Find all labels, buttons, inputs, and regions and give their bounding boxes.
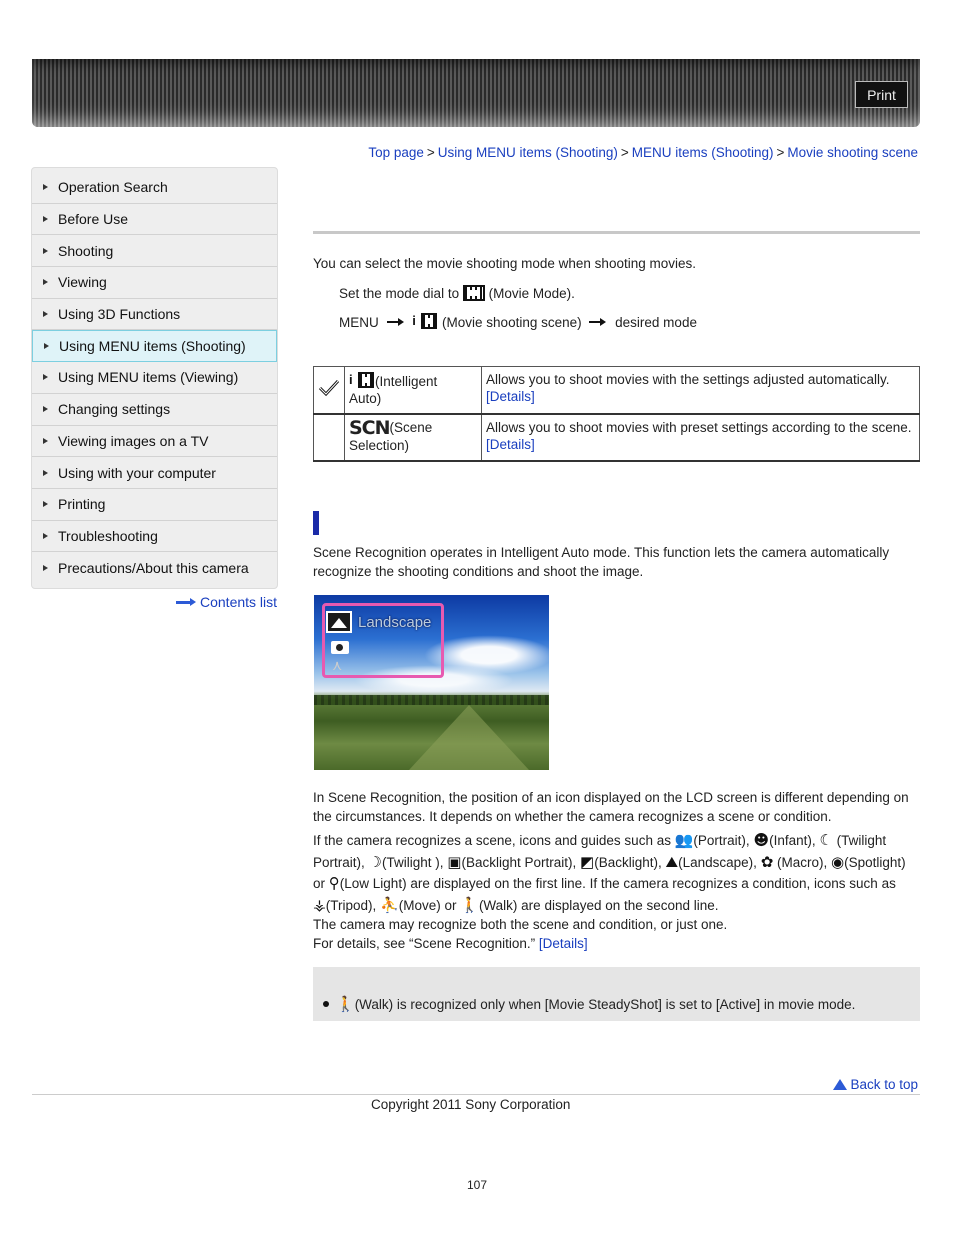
para-text: (Landscape), xyxy=(678,854,757,870)
page-number: 107 xyxy=(467,1178,488,1192)
arrow-right-icon xyxy=(589,318,607,326)
print-button[interactable]: Print xyxy=(855,81,908,108)
backlight-icon: ◩ xyxy=(580,852,595,871)
sidebar-item-menu-viewing[interactable] xyxy=(32,362,277,394)
arrow-right-icon xyxy=(176,598,196,606)
walk-icon: 🚶 xyxy=(460,895,479,914)
sidebar-item-precautions[interactable] xyxy=(32,552,277,584)
sidebar-item-viewing[interactable] xyxy=(32,267,277,299)
intelligent-auto-movie-icon: i xyxy=(349,371,375,389)
arrow-right-icon xyxy=(43,184,48,190)
breadcrumb-top-page[interactable]: Top page xyxy=(368,145,424,160)
checkmark-icon xyxy=(318,379,340,397)
note-item xyxy=(323,995,855,1013)
intro-text: You can select the movie shooting mode when shooting movies. xyxy=(313,256,696,271)
arrow-right-icon xyxy=(44,343,49,349)
para-text: (Low Light) are displayed on the first line. If the camera recognizes a condition, icons such as xyxy=(339,876,896,891)
breadcrumb-separator: > xyxy=(776,145,785,160)
para-text: (Twilight ), xyxy=(381,854,444,870)
mode-name: Selection) xyxy=(349,437,410,453)
infant-icon: ☻ xyxy=(753,831,770,849)
arrow-right-icon xyxy=(43,216,48,222)
scene-selection-icon: SCN xyxy=(349,416,390,439)
arrow-right-icon xyxy=(43,406,48,412)
details-link[interactable]: [Details] xyxy=(486,436,535,452)
note-box xyxy=(313,967,920,1021)
sidebar-item-operation-search[interactable] xyxy=(32,172,277,204)
sidebar-item-label: Using MENU items (Viewing) xyxy=(58,369,239,386)
mode-name: (Scene xyxy=(389,419,433,435)
backlight-portrait-icon: ▣ xyxy=(447,852,462,871)
breadcrumb-separator: > xyxy=(620,145,629,160)
walk-icon: 🚶 xyxy=(336,995,355,1013)
scene-recognition-para2 xyxy=(313,830,920,916)
arrow-right-icon xyxy=(43,248,48,254)
low-light-icon: ⚲ xyxy=(328,874,340,892)
scene-recognition-para1: In Scene Recognition, the position of an icon displayed on the LCD screen is different depending on the circumstances. It depends on whether the camera recognizes a scene or condition. xyxy=(313,790,909,824)
scene-recognition-image xyxy=(314,595,549,770)
section-marker xyxy=(313,511,319,535)
header-banner xyxy=(32,59,920,127)
desired-mode-label: desired mode xyxy=(615,315,697,330)
para-text: (Backlight Portrait), xyxy=(461,854,577,870)
copyright: Copyright 2011 Sony Corporation xyxy=(371,1097,571,1112)
sidebar-item-before-use[interactable] xyxy=(32,204,277,236)
sidebar-item-troubleshooting[interactable] xyxy=(32,521,277,553)
macro-icon: ✿ xyxy=(760,852,774,871)
para-text: (Spotlight) or xyxy=(313,854,906,891)
landscape-icon xyxy=(326,611,352,633)
arrow-right-icon xyxy=(43,533,48,539)
back-to-top-link[interactable] xyxy=(833,1077,918,1092)
arrow-right-icon xyxy=(43,565,48,571)
para-text: (Move) or xyxy=(398,897,457,913)
movie-mode-icon xyxy=(463,285,485,301)
arrow-right-icon xyxy=(43,311,48,317)
sidebar-item-label: Printing xyxy=(58,496,106,513)
arrow-right-icon xyxy=(43,438,48,444)
arrow-right-icon xyxy=(43,501,48,507)
menu-label: MENU xyxy=(339,315,379,330)
para-text: (Backlight), xyxy=(594,854,662,870)
move-icon: ⛹ xyxy=(380,895,399,914)
arrow-right-icon xyxy=(43,374,48,380)
twilight-icon: ☽ xyxy=(368,852,382,871)
breadcrumb-using-menu-shooting[interactable]: Using MENU items (Shooting) xyxy=(437,145,618,160)
arrow-right-icon xyxy=(387,318,405,326)
sidebar-item-label: Troubleshooting xyxy=(58,527,158,544)
sidebar-item-3d-functions[interactable] xyxy=(32,299,277,331)
landscape-icon: ⛰ xyxy=(665,852,679,871)
para-text: For details, see “Scene Recognition.” xyxy=(313,936,536,951)
para-text: (Tripod), xyxy=(325,897,377,913)
step-1 xyxy=(339,284,919,303)
sidebar-item-label: Using 3D Functions xyxy=(58,306,181,323)
mode-name-cell xyxy=(345,367,482,414)
mode-description: Allows you to shoot movies with preset settings according to the scene. xyxy=(486,419,912,435)
sidebar-item-label: Viewing images on a TV xyxy=(58,432,209,449)
details-link[interactable]: [Details] xyxy=(538,936,588,951)
scene-recognition-intro: Scene Recognition operates in Intelligent Auto mode. This function lets the camera automatically recognize the shooting conditions and shoot the image. xyxy=(313,545,890,579)
contents-list-link[interactable] xyxy=(176,594,277,610)
footer-divider xyxy=(32,1094,920,1095)
tripod-icon: ⚶ xyxy=(313,895,326,914)
mode-name: (Intelligent xyxy=(375,374,438,389)
scene-recognition-para3: The camera may recognize both the scene and condition, or just one. xyxy=(313,917,728,932)
sidebar-item-computer[interactable] xyxy=(32,457,277,489)
mode-description-cell xyxy=(482,367,920,414)
spotlight-icon: ◉ xyxy=(831,852,845,871)
title-divider xyxy=(313,231,920,234)
para-text: If the camera recognizes a scene, icons and guides such as xyxy=(313,833,671,848)
arrow-right-icon xyxy=(43,279,48,285)
scene-label: Landscape xyxy=(358,614,432,631)
breadcrumb-separator: > xyxy=(426,145,435,160)
contents-list-label: Contents list xyxy=(200,594,278,610)
arrow-up-icon xyxy=(833,1079,847,1090)
para-text: (Twilight Portrait), xyxy=(313,833,887,870)
sidebar-item-label: Viewing xyxy=(58,274,107,291)
check-cell xyxy=(314,367,345,414)
para-text: (Infant), xyxy=(769,833,816,848)
sidebar-item-changing-settings[interactable] xyxy=(32,394,277,426)
para-text: (Walk) are displayed on the second line. xyxy=(478,897,719,913)
bullet-icon xyxy=(323,1001,329,1007)
sidebar-item-label: Shooting xyxy=(58,242,114,259)
details-link[interactable]: [Details] xyxy=(486,389,535,404)
back-to-top-label: Back to top xyxy=(850,1077,918,1092)
camera-icon xyxy=(331,641,349,654)
sidebar-item-viewing-tv[interactable] xyxy=(32,426,277,458)
modes-table xyxy=(313,366,920,462)
note-text: (Walk) is recognized only when [Movie SteadyShot] is set to [Active] in movie mode. xyxy=(354,996,856,1012)
para-text: (Macro), xyxy=(777,854,828,870)
sidebar-item-label: Using with your computer xyxy=(58,464,216,481)
check-cell xyxy=(314,414,345,461)
sidebar-item-shooting[interactable] xyxy=(32,235,277,267)
breadcrumb-menu-items-shooting[interactable]: MENU items (Shooting) xyxy=(631,145,774,160)
step-2 xyxy=(339,312,919,332)
mode-name: Auto) xyxy=(349,391,382,406)
sidebar-item-label: Using MENU items (Shooting) xyxy=(59,338,246,355)
intelligent-auto-movie-icon: i xyxy=(412,312,438,330)
portrait-icon: 👥 xyxy=(674,831,694,849)
table-row xyxy=(314,367,920,414)
tripod-icon: ⋏ xyxy=(332,657,343,673)
sidebar-item-label: Changing settings xyxy=(58,401,171,418)
sidebar-nav xyxy=(31,167,278,589)
breadcrumb xyxy=(368,145,918,160)
movie-shooting-scene-label: (Movie shooting scene) xyxy=(442,315,582,330)
arrow-right-icon xyxy=(43,470,48,476)
breadcrumb-movie-shooting-scene[interactable]: Movie shooting scene xyxy=(787,145,918,160)
sidebar-item-menu-shooting[interactable] xyxy=(32,330,277,362)
mode-description-cell xyxy=(482,414,920,461)
twilight-portrait-icon: ☾ xyxy=(819,831,833,849)
sidebar-item-label: Precautions/About this camera xyxy=(58,560,249,577)
step-1-suffix: (Movie Mode). xyxy=(488,286,575,301)
mode-name-cell xyxy=(345,414,482,461)
sidebar-item-label: Operation Search xyxy=(58,179,168,196)
mode-description: Allows you to shoot movies with the settings adjusted automatically. xyxy=(486,372,890,387)
sidebar-item-label: Before Use xyxy=(58,211,129,228)
step-1-text: Set the mode dial to xyxy=(339,286,460,301)
scene-recognition-para4 xyxy=(313,934,920,953)
para-text: (Portrait), xyxy=(693,833,750,848)
sidebar-item-printing[interactable] xyxy=(32,489,277,521)
table-row xyxy=(314,414,920,461)
